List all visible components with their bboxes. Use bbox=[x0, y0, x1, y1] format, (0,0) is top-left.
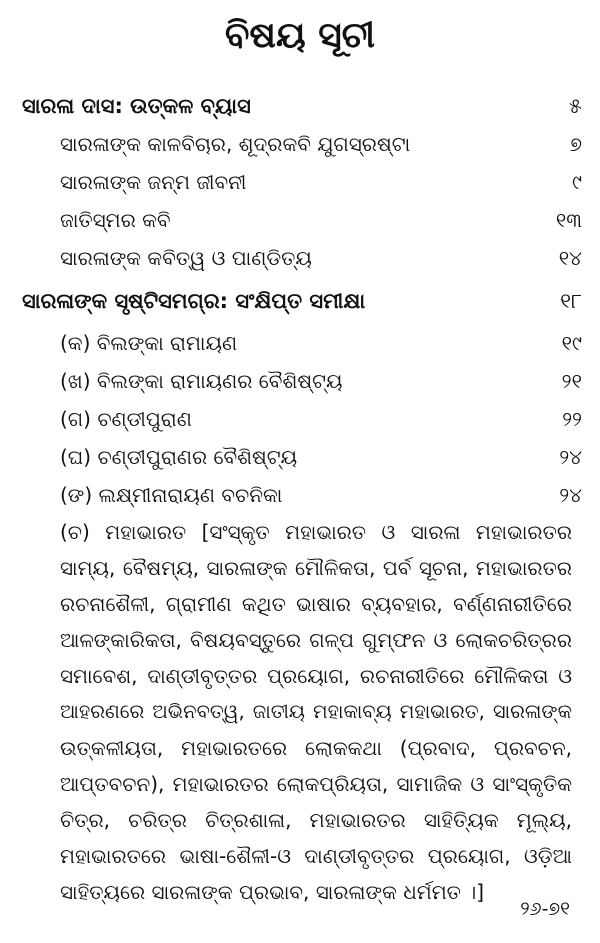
paragraph-line: ଆହରଣରେ ଅଭିନବତ୍ୱ, ଜାତୀୟ ମହାକାବ୍ୟ ମହାଭାରତ, ସାରଳାଙ୍କ bbox=[60, 700, 572, 723]
toc-page-number: ୨୬-୭୧ bbox=[520, 898, 570, 920]
toc-item-label: (କ) ବିଲଙ୍କା ରାମାୟଣ bbox=[60, 331, 238, 355]
toc-item bbox=[60, 400, 582, 438]
toc-page-number: ୧୮ bbox=[560, 289, 582, 313]
paragraph-line: ଆପ୍ତବଚନ), ମହାଭାରତର ଲୋକପ୍ରିୟତା, ସାମାଜିକ ଓ ସାଂସ୍କୃତିକ bbox=[60, 772, 572, 796]
toc-page-number: ୨୪ bbox=[559, 445, 582, 469]
toc-section-label: ସାରଳାଙ୍କ ସୃଷ୍ଟିସମଗ୍ର: ସଂକ୍ଷିପ୍ତ ସମୀକ୍ଷା bbox=[22, 289, 366, 313]
toc-page-number: ୯ bbox=[572, 170, 582, 194]
toc-page-number: ୨୨ bbox=[562, 407, 582, 431]
toc-page-number: ୭ bbox=[569, 132, 582, 156]
paragraph-line: ସାମ୍ୟ, ବୈଷମ୍ୟ, ସାରଳାଙ୍କ ମୌଳିକତା, ପର୍ବ ସୂଚନା, ମହାଭାରତର bbox=[60, 556, 572, 580]
toc-item-label: (ଘ) ଚଣ୍ଡୀପୁରାଣର ବୈଶିଷ୍ଟ୍ୟ bbox=[60, 445, 298, 469]
paragraph-line: ସମାବେଶ, ଦାଣ୍ଡୀବୃତ୍ତର ପ୍ରୟୋଗ, ରଚନାରୀତିରେ ମୌଳିକତା ଓ bbox=[60, 664, 572, 688]
toc-item bbox=[60, 476, 582, 514]
paragraph-line: ମହାଭାରତରେ ଭାଷା-ଶୈଳୀ-ଓ ଦାଣ୍ଡୀବୃତ୍ତର ପ୍ରୟୋଗ, ଓଡ଼ିଆ bbox=[60, 844, 572, 868]
toc-page-number: ୧୪ bbox=[558, 246, 582, 270]
toc-item bbox=[60, 163, 582, 201]
toc-item-label: ଜାତିସ୍ମର କବି bbox=[60, 208, 171, 232]
toc-page-number: ୫ bbox=[568, 94, 582, 118]
toc-section-label: ସାରଳା ଦାସ: ଉତ୍କଳ ବ୍ୟାସ bbox=[22, 94, 251, 118]
toc-item bbox=[60, 201, 582, 239]
toc-page-number: ୨୪ bbox=[559, 483, 582, 507]
toc-item bbox=[60, 438, 582, 476]
toc-item-label: (ଙ) ଲକ୍ଷ୍ମୀନାରାୟଣ ବଚନିକା bbox=[60, 483, 283, 507]
paragraph-line: ଉତ୍କଳୀୟତା, ମହାଭାରତରେ ଲୋକକଥା (ପ୍ରବାଦ, ପ୍ରବଚନ, bbox=[60, 736, 572, 760]
toc-section-heading bbox=[22, 282, 582, 320]
toc-item bbox=[60, 324, 582, 362]
toc-item-label: ସାରଳାଙ୍କ କାଳବିଚାର, ଶୂଦ୍ରକବି ଯୁଗସ୍ରଷ୍ଟା bbox=[60, 132, 411, 156]
toc-paragraph-entry bbox=[60, 514, 572, 910]
toc-item bbox=[60, 362, 582, 400]
toc-item bbox=[60, 125, 582, 163]
toc-page-number: ୧୩ bbox=[555, 208, 582, 232]
toc-item-label: (ଗ) ଚଣ୍ଡୀପୁରାଣ bbox=[60, 407, 192, 431]
paragraph-line: ଚିତ୍ର, ଚରିତ୍ର ଚିତ୍ରଶାଳା, ମହାଭାରତର ସାହିତ୍ୟିକ ମୂଲ୍ୟ, bbox=[60, 808, 572, 832]
toc-section-heading bbox=[22, 87, 582, 125]
toc-item bbox=[60, 239, 582, 277]
toc-item-label: (ଖ) ବିଲଙ୍କା ରାମାୟଣର ବୈଶିଷ୍ଟ୍ୟ bbox=[60, 369, 343, 393]
toc-item-label: ସାରଳାଙ୍କ କବିତ୍ୱ ଓ ପାଣ୍ଡିତ୍ୟ bbox=[60, 246, 312, 270]
toc-page-number: ୧୯ bbox=[561, 331, 582, 355]
paragraph-line: ରଚନାଶୈଳୀ, ଗ୍ରାମୀଣ କଥିତ ଭାଷାର ବ୍ୟବହାର, ବର୍ଣ୍ଣନାରୀତିରେ bbox=[60, 592, 572, 616]
paragraph-line: ସାହିତ୍ୟରେ ସାରଳାଙ୍କ ପ୍ରଭାବ, ସାରଳାଙ୍କ ଧର୍ମମତ ।] bbox=[60, 880, 485, 904]
toc-page-number: ୨୧ bbox=[561, 369, 582, 393]
page-title: ବିଷୟ ସୂଚୀ bbox=[224, 15, 376, 56]
paragraph-line: ଆଳଙ୍କାରିକତା, ବିଷୟବସ୍ତୁରେ ଗଳ୍ପ ଗୁମ୍ଫନ ଓ ଲୋକଚରିତ୍ରର bbox=[60, 628, 572, 652]
paragraph-line: (ଚ) ମହାଭାରତ [ସଂସ୍କୃତ ମହାଭାରତ ଓ ସାରଳା ମହାଭାରତର bbox=[60, 520, 572, 544]
toc-item-label: ସାରଳାଙ୍କ ଜନ୍ମ ଜୀବନୀ bbox=[60, 170, 247, 194]
